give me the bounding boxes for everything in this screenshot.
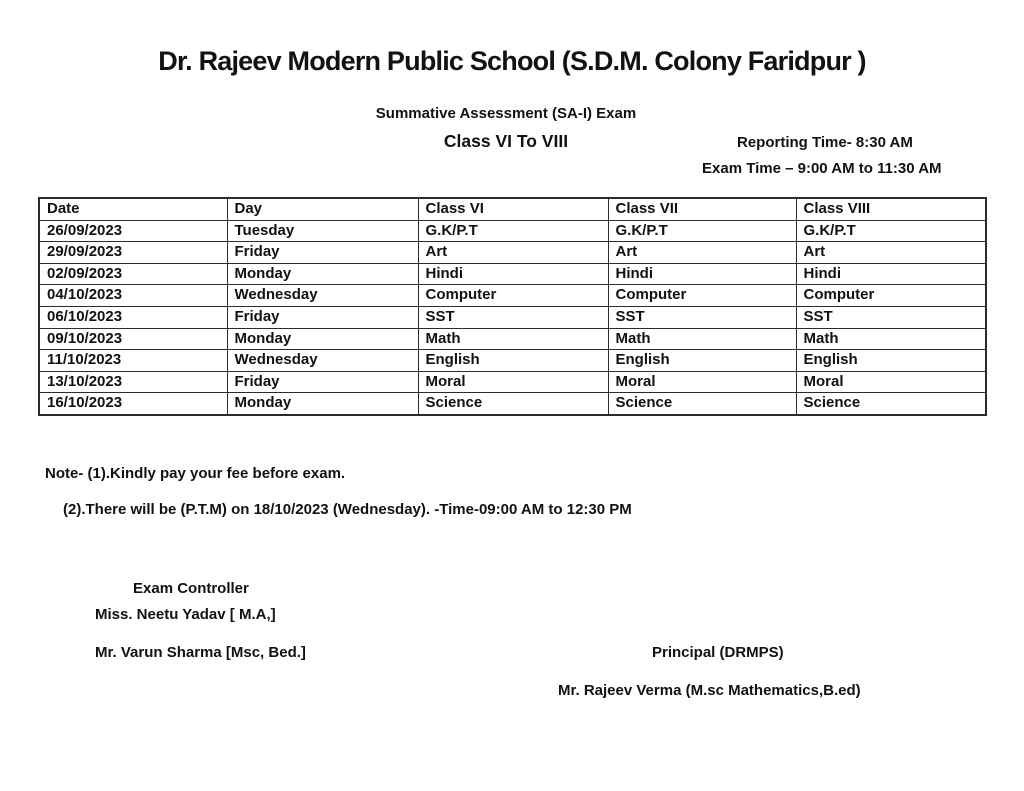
table-cell: SST (796, 306, 986, 328)
table-cell: English (418, 350, 608, 372)
table-cell: G.K/P.T (608, 220, 796, 242)
table-cell: English (608, 350, 796, 372)
table-cell: 26/09/2023 (39, 220, 227, 242)
table-cell: Hindi (796, 263, 986, 285)
table-cell: 29/09/2023 (39, 242, 227, 264)
table-cell: SST (418, 306, 608, 328)
table-row (39, 306, 986, 328)
table-cell: Wednesday (227, 350, 418, 372)
table-cell: Moral (796, 371, 986, 393)
table-cell: Moral (418, 371, 608, 393)
table-cell: Hindi (608, 263, 796, 285)
exam-controller-name-2: Mr. Varun Sharma [Msc, Bed.] (95, 644, 306, 661)
table-cell: 16/10/2023 (39, 393, 227, 415)
table-cell: Science (796, 393, 986, 415)
table-row (39, 371, 986, 393)
column-header-class-vii: Class VII (608, 198, 796, 220)
exam-subtitle: Summative Assessment (SA-I) Exam (375, 105, 637, 122)
table-cell: Hindi (418, 263, 608, 285)
table-cell: 04/10/2023 (39, 285, 227, 307)
column-header-class-vi: Class VI (418, 198, 608, 220)
table-row (39, 328, 986, 350)
table-row (39, 350, 986, 372)
table-cell: Tuesday (227, 220, 418, 242)
table-cell: Math (796, 328, 986, 350)
table-cell: Art (608, 242, 796, 264)
note-fee: Note- (1).Kindly pay your fee before exam. (45, 465, 346, 482)
table-cell: 09/10/2023 (39, 328, 227, 350)
table-header-row (39, 198, 986, 220)
table-cell: Friday (227, 242, 418, 264)
table-cell: Wednesday (227, 285, 418, 307)
table-cell: Math (418, 328, 608, 350)
table-row (39, 263, 986, 285)
table-cell: 02/09/2023 (39, 263, 227, 285)
column-header-class-viii: Class VIII (796, 198, 986, 220)
exam-schedule-table (38, 197, 987, 416)
page-title: Dr. Rajeev Modern Public School (S.D.M. Colony Faridpur ) (158, 46, 866, 76)
column-header-day: Day (227, 198, 418, 220)
table-cell: SST (608, 306, 796, 328)
table-row (39, 242, 986, 264)
table-cell: Friday (227, 306, 418, 328)
table-cell: 13/10/2023 (39, 371, 227, 393)
note-ptm: (2).There will be (P.T.M) on 18/10/2023 (Wednesday). -Time-09:00 AM to 12:30 PM (63, 501, 632, 518)
principal-title: Principal (DRMPS) (652, 644, 784, 661)
table-cell: Monday (227, 328, 418, 350)
table-cell: 06/10/2023 (39, 306, 227, 328)
table-cell: G.K/P.T (418, 220, 608, 242)
table-cell: 11/10/2023 (39, 350, 227, 372)
table-cell: Moral (608, 371, 796, 393)
table-row (39, 393, 986, 415)
table-cell: English (796, 350, 986, 372)
table-cell: Science (418, 393, 608, 415)
exam-controller-name-1: Miss. Neetu Yadav [ M.A,] (95, 606, 276, 623)
table-cell: Friday (227, 371, 418, 393)
table-cell: Art (796, 242, 986, 264)
exam-controller-title: Exam Controller (133, 580, 249, 597)
column-header-date: Date (39, 198, 227, 220)
reporting-time-label: Reporting Time- 8:30 AM (737, 134, 913, 151)
table-cell: Monday (227, 393, 418, 415)
table-cell: Art (418, 242, 608, 264)
table-cell: Monday (227, 263, 418, 285)
schedule-table-body (39, 220, 986, 415)
table-cell: Computer (608, 285, 796, 307)
table-cell: Computer (796, 285, 986, 307)
table-row (39, 220, 986, 242)
principal-name: Mr. Rajeev Verma (M.sc Mathematics,B.ed) (558, 682, 861, 699)
table-cell: Computer (418, 285, 608, 307)
class-range-label: Class VI To VIII (443, 131, 569, 151)
exam-time-label: Exam Time – 9:00 AM to 11:30 AM (702, 160, 942, 177)
table-cell: Science (608, 393, 796, 415)
table-cell: G.K/P.T (796, 220, 986, 242)
table-row (39, 285, 986, 307)
table-cell: Math (608, 328, 796, 350)
